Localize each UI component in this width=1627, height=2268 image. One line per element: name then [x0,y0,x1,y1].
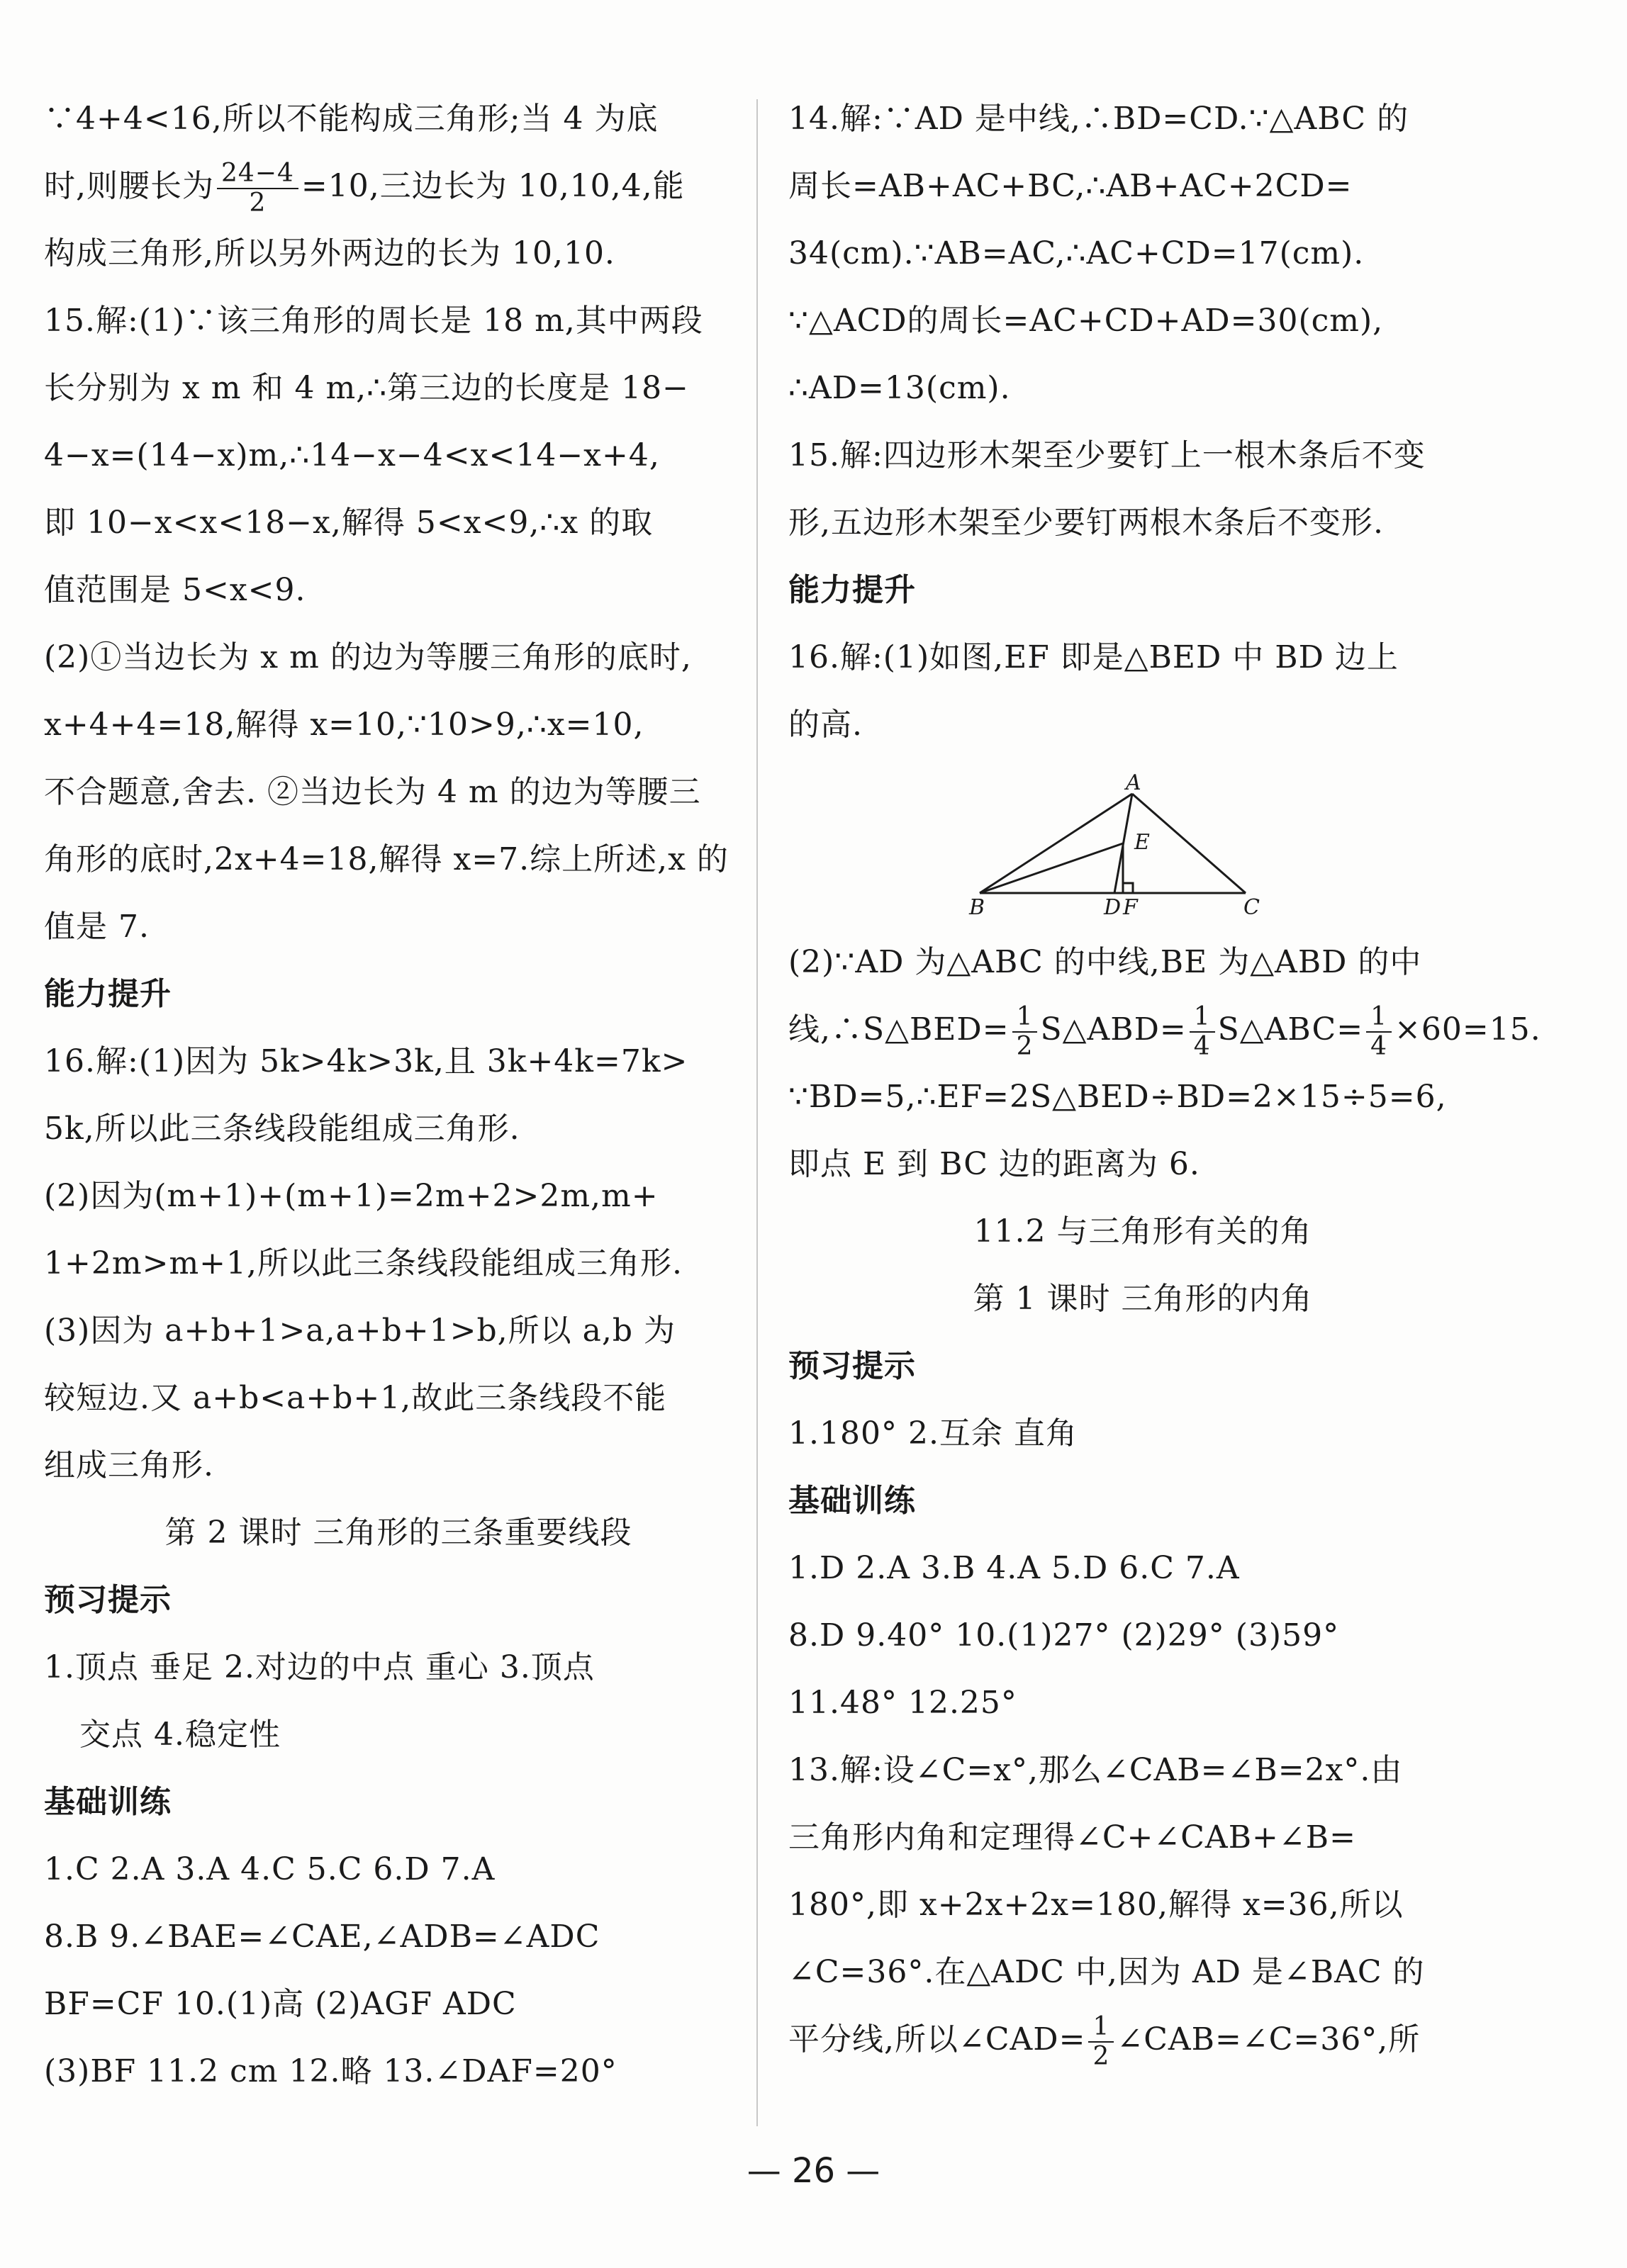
fraction-denominator: 2 [1092,2041,1110,2071]
text-line: ∴AD=13(cm). [788,370,1011,406]
text-line: 15.解:(1)∵该三角形的周长是 18 m,其中两段 [44,303,703,339]
text-line: 1.D 2.A 3.B 4.A 5.D 6.C 7.A [788,1550,1240,1586]
text-line: 交点 4.稳定性 [79,1717,281,1753]
text-line: 组成三角形. [44,1447,214,1483]
text-line: (2)因为(m+1)+(m+1)=2m+2>2m,m+ [44,1178,659,1214]
section-heading: 预习提示 [44,1582,172,1618]
text-span: S△ABD= [1040,1011,1187,1048]
text-line: 角形的底时,2x+4=18,解得 x=7.综上所述,x 的 [44,841,729,877]
text-span: ×60=15. [1394,1011,1541,1048]
text-line: (2)①当边长为 x m 的边为等腰三角形的底时, [44,639,692,675]
text-line: x+4+4=18,解得 x=10,∵10>9,∴x=10, [44,707,644,743]
fraction-numerator: 24−4 [217,159,298,189]
right-column [788,85,1541,2073]
text-line: 值范围是 5<x<9. [44,572,306,608]
text-line: (3)因为 a+b+1>a,a+b+1>b,所以 a,b 为 [44,1313,676,1349]
lesson-title: 11.2 与三角形有关的角 [973,1213,1312,1250]
text-line: 1+2m>m+1,所以此三条线段能组成三角形. [44,1245,683,1281]
text-line: 即 10−x<x<18−x,解得 5<x<9,∴x 的取 [44,505,654,541]
fraction-denominator: 4 [1193,1031,1211,1061]
text-line: 4−x=(14−x)m,∴14−x−4<x<14−x+4, [44,437,660,473]
text-line: BF=CF 10.(1)高 (2)AGF ADC [44,1986,517,2022]
text-line [788,996,1541,1063]
text-line: 5k,所以此三条线段能组成三角形. [44,1111,520,1147]
left-column [44,85,753,2105]
text-line: 不合题意,舍去. ②当边长为 4 m 的边为等腰三 [44,774,701,810]
text-span: ∠CAB=∠C=36°,所 [1117,2021,1421,2058]
text-line: 1.顶点 垂足 2.对边的中点 重心 3.顶点 [44,1649,595,1685]
fraction-numerator: 1 [1088,2013,1114,2043]
text-line: 值是 7. [44,909,150,945]
label-d: D [1104,895,1122,914]
fraction-denominator: 2 [1016,1031,1034,1061]
label-e: E [1134,830,1150,855]
text-line: 13.解:设∠C=x°,那么∠CAB=∠B=2x°.由 [788,1752,1403,1788]
label-a: A [1126,773,1141,795]
triangle-diagram [966,773,1263,914]
fraction [1190,1003,1215,1061]
text-line: 构成三角形,所以另外两边的长为 10,10. [44,235,615,271]
fraction-numerator: 1 [1366,1003,1392,1033]
text-line: ∵4+4<16,所以不能构成三角形;当 4 为底 [44,101,659,137]
text-line: 14.解:∵AD 是中线,∴BD=CD.∵△ABC 的 [788,101,1409,137]
fraction-numerator: 1 [1190,1003,1215,1033]
fraction-numerator: 1 [1012,1003,1038,1033]
lesson-title: 第 2 课时 三角形的三条重要线段 [164,1515,632,1551]
column-divider [756,99,758,2126]
text-span: S△ABC= [1217,1011,1364,1048]
label-f: F [1123,895,1138,914]
text-span: 线,∴S△BED= [788,1011,1010,1048]
text-line: 三角形内角和定理得∠C+∠CAB+∠B= [788,1819,1356,1856]
section-heading: 能力提升 [788,572,916,608]
text-span: 平分线,所以∠CAD= [788,2021,1086,2058]
text-line: (3)BF 11.2 cm 12.略 13.∠DAF=20° [44,2053,617,2089]
section-heading: 预习提示 [788,1348,916,1384]
text-line: 34(cm).∵AB=AC,∴AC+CD=17(cm). [788,235,1365,271]
text-span: =10,三边长为 10,10,4,能 [301,168,685,204]
text-line: 180°,即 x+2x+2x=180,解得 x=36,所以 [788,1887,1404,1923]
triangle-figure [788,758,1497,928]
text-line [44,152,753,220]
fraction-denominator: 2 [249,188,267,218]
text-span: 时,则腰长为 [44,168,214,204]
text-line: 形,五边形木架至少要钉两根木条后不变形. [788,505,1384,541]
label-c: C [1243,895,1260,914]
fraction [1088,2013,1114,2071]
text-line: ∵△ACD的周长=AC+CD+AD=30(cm), [788,303,1384,339]
text-line: 16.解:(1)如图,EF 即是△BED 中 BD 边上 [788,639,1399,675]
text-line: 1.180° 2.互余 直角 [788,1415,1078,1452]
text-line: ∵BD=5,∴EF=2S△BED÷BD=2×15÷5=6, [788,1079,1447,1115]
fraction-denominator: 4 [1370,1031,1387,1061]
text-line: 的高. [788,707,863,743]
text-line: 即点 E 到 BC 边的距离为 6. [788,1146,1200,1182]
text-line: 8.D 9.40° 10.(1)27° (2)29° (3)59° [788,1617,1340,1654]
text-line: 长分别为 x m 和 4 m,∴第三边的长度是 18− [44,370,690,406]
text-line: 较短边.又 a+b<a+b+1,故此三条线段不能 [44,1380,667,1416]
text-line: ∠C=36°.在△ADC 中,因为 AD 是∠BAC 的 [788,1954,1425,1990]
text-line: 11.48° 12.25° [788,1685,1017,1721]
text-line: 1.C 2.A 3.A 4.C 5.C 6.D 7.A [44,1851,496,1887]
text-line: 8.B 9.∠BAE=∠CAE,∠ADB=∠ADC [44,1919,600,1955]
section-heading: 能力提升 [44,976,172,1012]
lesson-title: 第 1 课时 三角形的内角 [973,1281,1313,1317]
text-line [788,2006,1497,2073]
text-line: 周长=AB+AC+BC,∴AB+AC+2CD= [788,168,1353,204]
section-heading: 基础训练 [44,1784,172,1820]
fraction [217,159,298,218]
section-heading: 基础训练 [788,1483,916,1519]
fraction [1366,1003,1392,1061]
text-line: (2)∵AD 为△ABC 的中线,BE 为△ABD 的中 [788,944,1422,980]
fraction [1012,1003,1038,1061]
text-line: 16.解:(1)因为 5k>4k>3k,且 3k+4k=7k> [44,1043,688,1079]
page-number: — 26 — [747,2151,880,2191]
label-b: B [969,895,985,914]
text-line: 15.解:四边形木架至少要钉上一根木条后不变 [788,437,1426,473]
